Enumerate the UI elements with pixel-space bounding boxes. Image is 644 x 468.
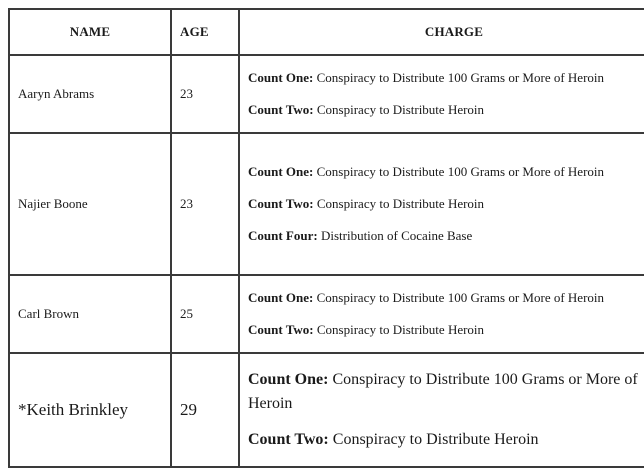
defendant-name: Aaryn Abrams	[9, 55, 171, 133]
charge-line	[248, 322, 644, 338]
count-text: Conspiracy to Distribute 100 Grams or More of Heroin	[248, 371, 638, 412]
count-label: Count Two:	[248, 102, 314, 117]
charges-cell	[239, 55, 644, 133]
charge-line	[248, 102, 644, 118]
count-text: Distribution of Cocaine Base	[320, 228, 473, 243]
header-row	[9, 9, 644, 55]
charges-cell	[239, 275, 644, 353]
count-label: Count Two:	[248, 322, 314, 337]
charge-line	[248, 70, 644, 86]
count-label: Count Two:	[248, 431, 329, 448]
defendants-table	[8, 8, 644, 468]
charges-cell	[239, 353, 644, 467]
defendant-age: 23	[171, 55, 239, 133]
defendant-name: Carl Brown	[9, 275, 171, 353]
defendant-name: Najier Boone	[9, 133, 171, 275]
count-text: Conspiracy to Distribute Heroin	[316, 322, 485, 337]
column-header-charge: CHARGE	[239, 9, 644, 55]
charge-line	[248, 164, 644, 180]
defendant-age: 29	[171, 353, 239, 467]
table-row	[9, 55, 644, 133]
count-text: Conspiracy to Distribute 100 Grams or More of Heroin	[316, 70, 605, 85]
defendant-name: *Keith Brinkley	[9, 353, 171, 467]
count-text: Conspiracy to Distribute 100 Grams or More of Heroin	[316, 290, 605, 305]
count-label: Count One:	[248, 371, 329, 388]
charge-line	[248, 368, 644, 416]
charge-line	[248, 290, 644, 306]
column-header-age: AGE	[171, 9, 239, 55]
table-row	[9, 353, 644, 467]
count-label: Count One:	[248, 290, 314, 305]
charge-line	[248, 228, 644, 244]
count-text: Conspiracy to Distribute Heroin	[316, 102, 485, 117]
count-label: Count One:	[248, 164, 314, 179]
count-label: Count Four:	[248, 228, 318, 243]
table-row	[9, 275, 644, 353]
charges-cell	[239, 133, 644, 275]
charge-line	[248, 196, 644, 212]
count-label: Count Two:	[248, 196, 314, 211]
column-header-name: NAME	[9, 9, 171, 55]
count-text: Conspiracy to Distribute Heroin	[316, 196, 485, 211]
charge-line	[248, 428, 644, 452]
table-row	[9, 133, 644, 275]
defendant-age: 25	[171, 275, 239, 353]
defendant-age: 23	[171, 133, 239, 275]
count-text: Conspiracy to Distribute 100 Grams or More of Heroin	[316, 164, 605, 179]
count-text: Conspiracy to Distribute Heroin	[332, 431, 539, 448]
count-label: Count One:	[248, 70, 314, 85]
